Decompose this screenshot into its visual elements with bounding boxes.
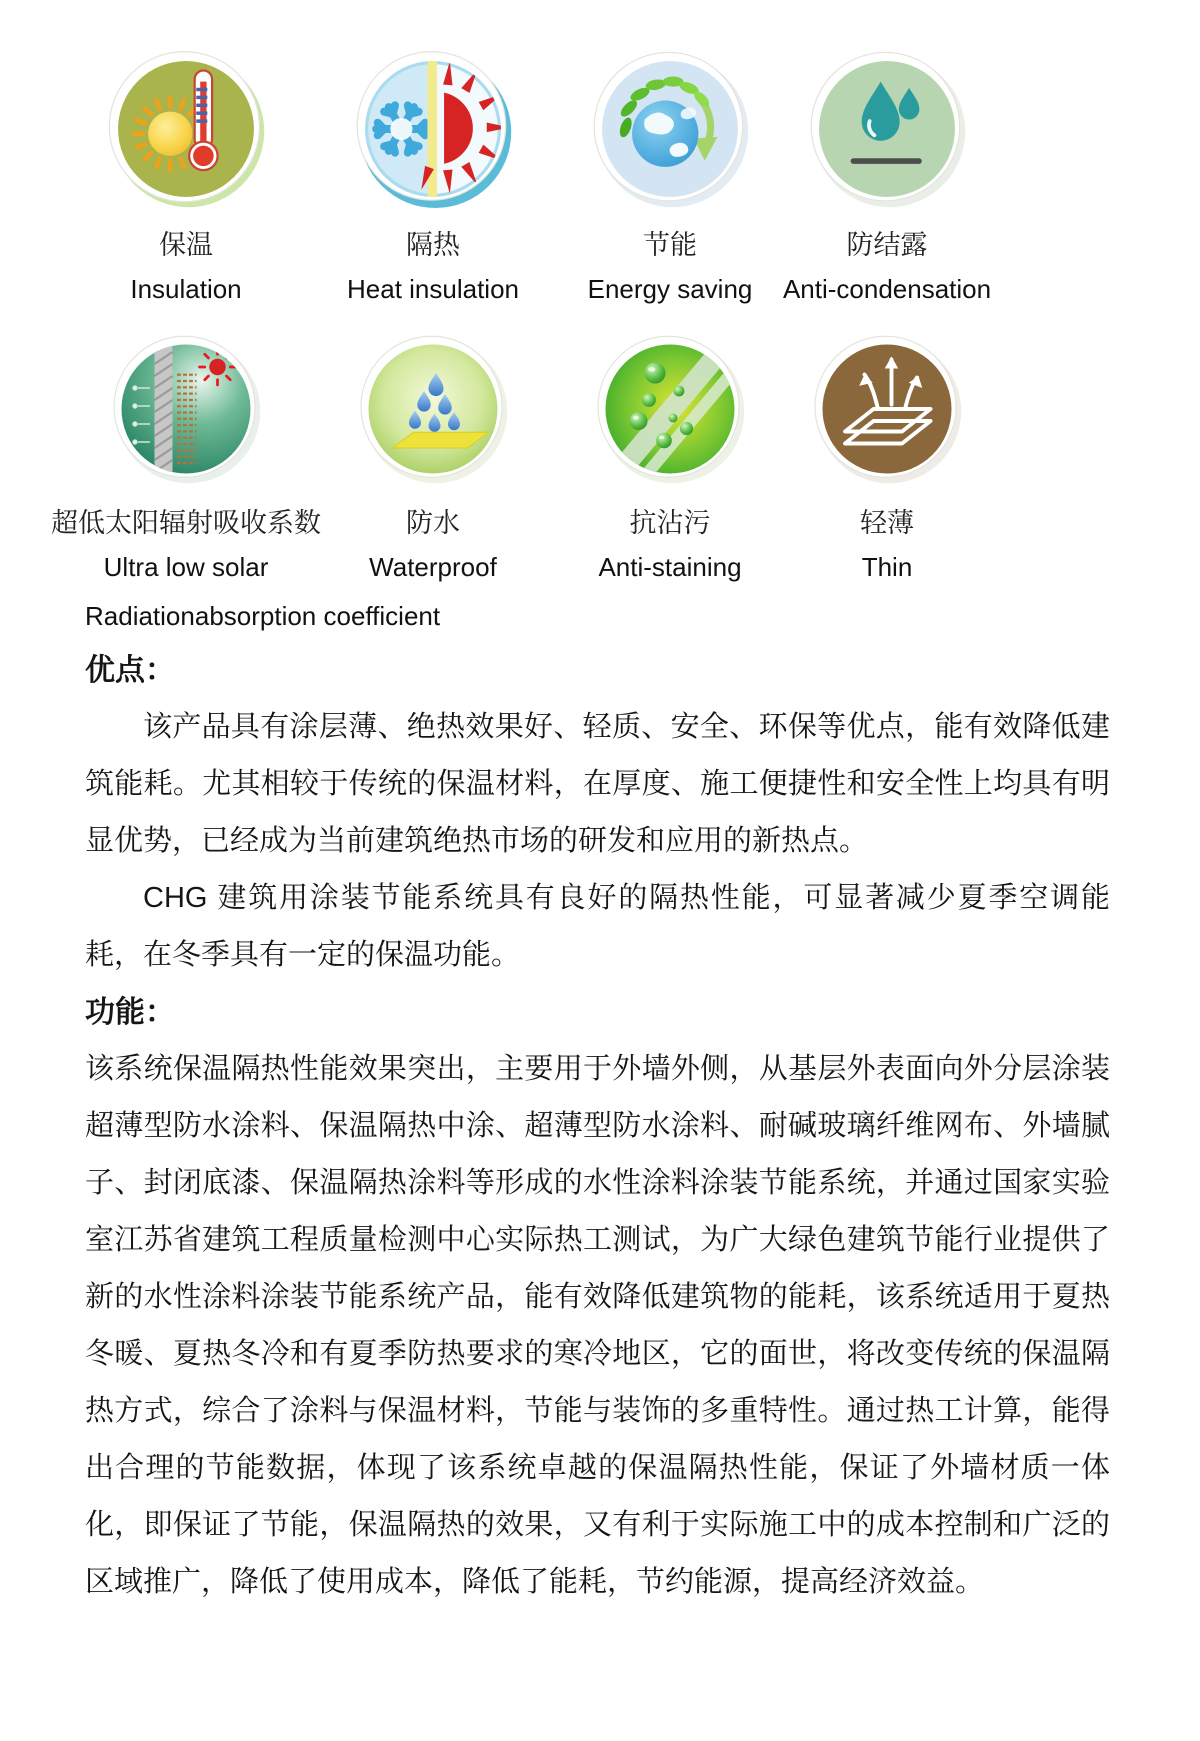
feature-label-zh: 轻薄 — [860, 508, 914, 538]
feature-label-en: Thin — [861, 552, 913, 582]
feature-label-en: Anti-condensation — [782, 274, 992, 304]
feature-label-en-continued: Radiationabsorption coefficient — [85, 601, 441, 631]
functions-heading: 功能： — [85, 996, 175, 1029]
energy-saving-icon — [554, 0, 786, 210]
feature-label-zh: 隔热 — [406, 230, 460, 260]
advantages-heading: 优点： — [85, 654, 175, 687]
feature-label-zh: 保温 — [159, 230, 213, 260]
thin-icon — [786, 306, 988, 488]
feature-label-en: Anti-staining — [598, 552, 742, 582]
anti-condensation-icon — [786, 0, 988, 210]
feature-label-zh: 节能 — [643, 230, 697, 260]
feature-item-insulation — [60, 0, 312, 306]
heat-insulation-icon — [312, 0, 554, 210]
feature-label-en: Ultra low solar — [103, 552, 269, 582]
feature-item-anti-staining — [554, 306, 786, 584]
feature-item-solar-absorption — [51, 306, 321, 584]
feature-item-waterproof — [312, 306, 554, 584]
feature-item-anti-condensation — [782, 0, 992, 306]
feature-label-zh: 防水 — [406, 508, 460, 538]
feature-label-en: Insulation — [130, 274, 242, 304]
insulation-icon — [60, 0, 312, 210]
feature-label-en: Heat insulation — [347, 274, 519, 304]
feature-item-thin — [786, 306, 988, 584]
functions-paragraph-1: 该系统保温隔热性能效果突出，主要用于外墙外侧，从基层外表面向外分层涂装超薄型防水涂料、保温隔热中涂、超薄型防水涂料、耐碱玻璃纤维网布、外墙腻子、封闭底漆、保温隔热涂料等形成的水性涂料涂装节能系统，并通过国家实验室江苏省建筑工程质量检测中心实际热工测试，为广大绿色建筑节能行业提供了新的水性涂料涂装节能系统产品，能有效降低建筑物的能耗，该系统适用于夏热冬暖、夏热冬冷和有夏季防热要求的寒冷地区，它的面世，将改变传统的保温隔热方式，综合了涂料与保温材料，节能与装饰的多重特性。通过热工计算，能得出合理的节能数据，体现了该系统卓越的保温隔热性能，保证了外墙材质一体化，即保证了节能，保温隔热的效果，又有利于实际施工中的成本控制和广泛的区域推广，降低了使用成本，降低了能耗，节约能源，提高经济效益。 — [85, 1053, 1110, 1598]
feature-label-zh: 超低太阳辐射吸收系数 — [51, 508, 321, 538]
feature-item-heat-insulation — [312, 0, 554, 306]
feature-label-en: Waterproof — [369, 552, 497, 582]
anti-staining-icon — [554, 306, 786, 488]
feature-label-en: Energy saving — [587, 274, 753, 304]
solar-absorption-icon — [60, 306, 312, 488]
feature-label-zh: 抗沾污 — [629, 508, 711, 538]
feature-label-zh: 防结露 — [846, 230, 928, 260]
advantages-paragraph-2: CHG 建筑用涂装节能系统具有良好的隔热性能，可显著减少夏季空调能耗，在冬季具有一定的保温功能。 — [85, 882, 1110, 971]
waterproof-icon — [312, 306, 554, 488]
feature-grid — [51, 0, 992, 584]
document-text — [85, 642, 1110, 1611]
advantages-paragraph-1: 该产品具有涂层薄、绝热效果好、轻质、安全、环保等优点，能有效降低建筑能耗。尤其相较于传统的保温材料，在厚度、施工便捷性和安全性上均具有明显优势，已经成为当前建筑绝热市场的研发和应用的新热点。 — [85, 711, 1110, 857]
feature-item-energy-saving — [554, 0, 786, 306]
